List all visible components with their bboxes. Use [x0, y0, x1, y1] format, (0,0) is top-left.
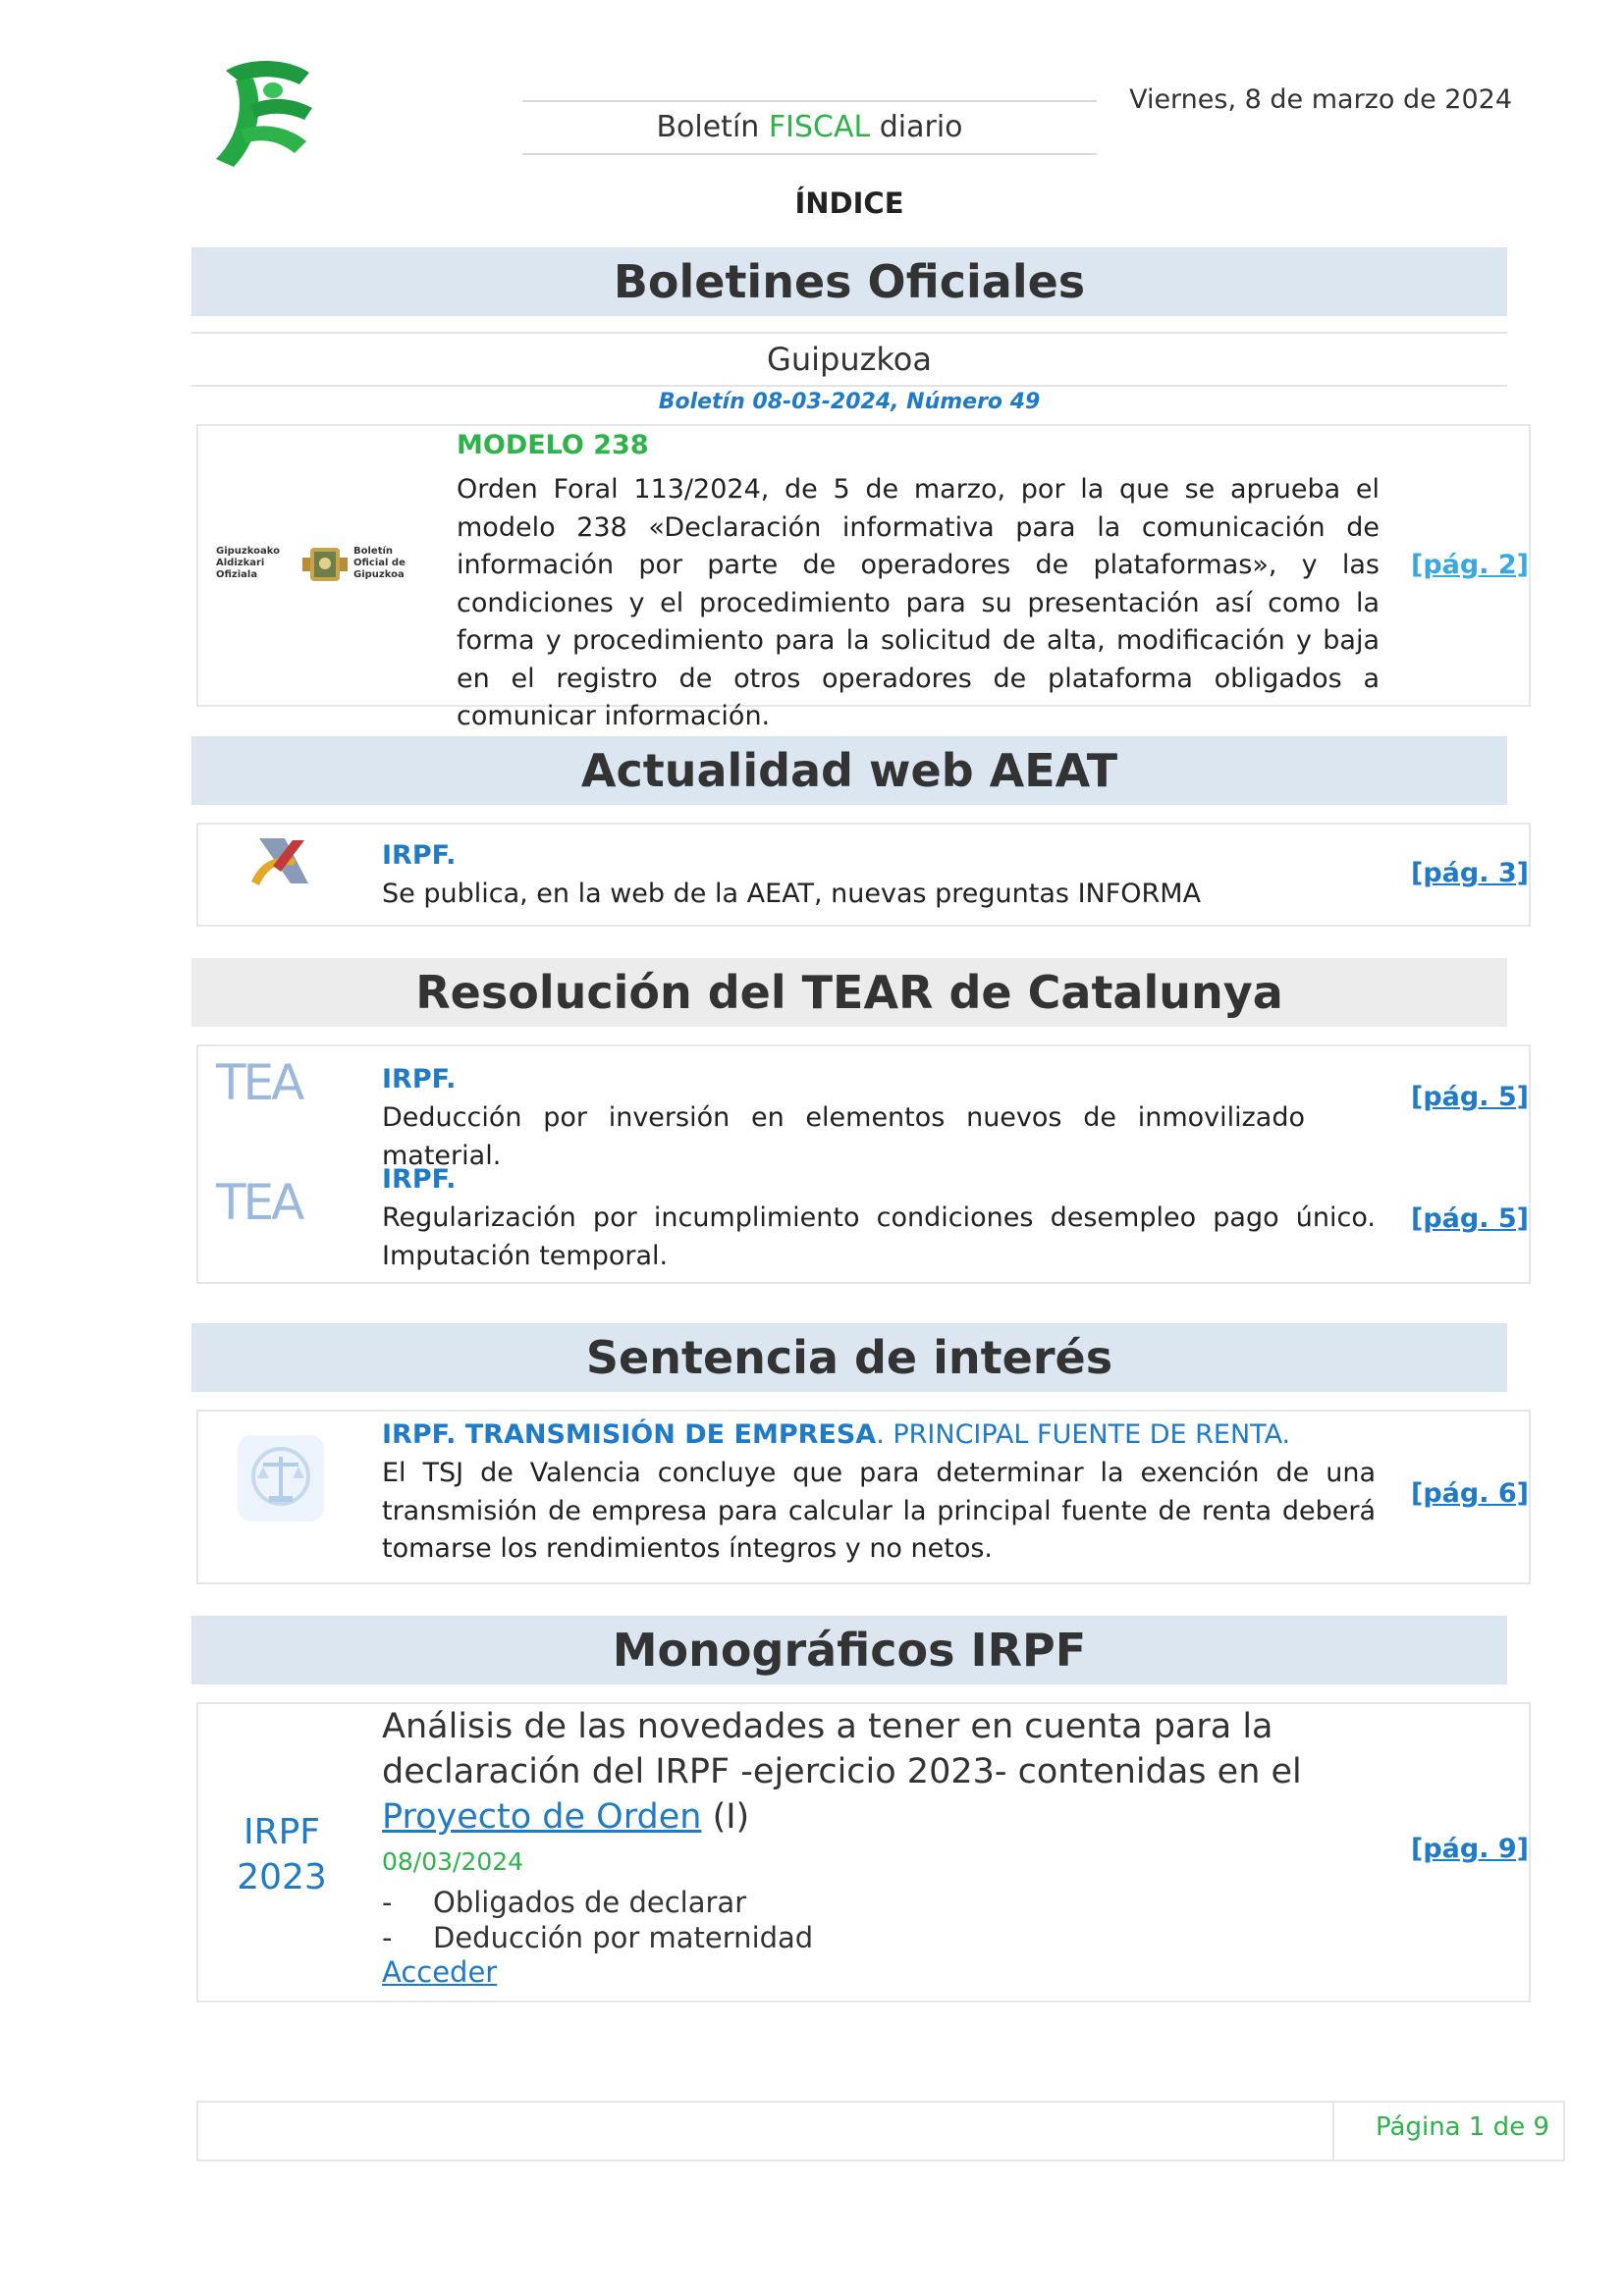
badge-line: IRPF	[243, 1812, 321, 1852]
bullet-list	[382, 1885, 813, 1955]
logo-left-line: Gipuzkoako	[216, 546, 280, 557]
title-highlight: FISCAL	[768, 110, 871, 144]
heading-rest: . PRINCIPAL FUENTE DE RENTA.	[876, 1419, 1291, 1450]
section-header-tear: Resolución del TEAR de Catalunya	[191, 958, 1507, 1027]
page-link[interactable]: [pág. 9]	[1411, 1834, 1529, 1864]
item-text-content: Regularización por incumplimiento condiciones desempleo pago único. Imputación temporal.	[382, 1202, 1376, 1271]
item-text: Se publica, en la web de la AEAT, nuevas preguntas INFORMA	[382, 879, 1202, 909]
gipuzkoa-coat-of-arms	[302, 544, 348, 585]
item-heading: IRPF.	[382, 840, 457, 871]
badge-line: 2023	[237, 1857, 327, 1897]
monografico-card	[196, 1702, 1531, 2002]
item-text: El TSJ de Valencia concluye que para determinar la exención de una transmisión de empresa para calcular la principal fuente de renta deberá tomarse los rendimientos íntegros y no netos.	[382, 1458, 1376, 1564]
proyecto-orden-link[interactable]: Proyecto de Orden	[382, 1797, 702, 1837]
item-heading	[382, 1419, 1364, 1450]
aeat-card	[196, 823, 1531, 927]
list-item	[382, 1885, 813, 1920]
item-text	[382, 1200, 1572, 1275]
acceder-link[interactable]: Acceder	[382, 1955, 498, 1989]
title-suffix: diario	[879, 110, 963, 144]
title-suffix: (I)	[712, 1797, 750, 1837]
aeat-logo	[245, 830, 314, 891]
tea-logo: TEA	[216, 1054, 302, 1111]
logo-left-line: Ofiziala	[216, 569, 258, 580]
bullet-text: Obligados de declarar	[433, 1886, 747, 1919]
page-link[interactable]: [pág. 2]	[1411, 550, 1529, 580]
gipuzkoa-logo	[216, 542, 432, 591]
monografico-title	[382, 1704, 1383, 1840]
section-header-sentencia: Sentencia de interés	[191, 1323, 1507, 1392]
logo-right-line: Oficial de	[353, 558, 406, 568]
bulletin-title	[522, 100, 1097, 155]
brand-logo	[196, 51, 324, 174]
logo-right-line: Gipuzkoa	[353, 569, 405, 580]
item-text: Orden Foral 113/2024, de 5 de marzo, por la que se aprueba el modelo 238 «Declaración informativa para la comunicación de información por parte de operadores de plataformas», y las condiciones y el procedimiento para su presentación así como la forma y procedimiento para la solicitud de alta, modificación y baja en el registro de otros operadores de plataforma obligados a comunicar información.	[457, 474, 1380, 731]
bullet-text: Deducción por maternidad	[433, 1921, 814, 1954]
logo-left-line: Aldizkari	[216, 558, 265, 568]
title-prefix: Boletín	[656, 110, 760, 144]
page-number: Página 1 de 9	[1376, 2112, 1549, 2142]
monografico-date: 08/03/2024	[382, 1847, 524, 1876]
tear-card	[196, 1044, 1531, 1284]
heading-bold: IRPF. TRANSMISIÓN DE EMPRESA	[382, 1419, 877, 1450]
list-item	[382, 1920, 813, 1955]
page-link[interactable]: [pág. 5]	[1411, 1082, 1529, 1112]
index-heading: ÍNDICE	[794, 187, 904, 220]
title-text: Análisis de las novedades a tener en cuenta para la declaración del IRPF -ejercicio 2023- contenidas en el	[382, 1707, 1302, 1791]
item-heading: IRPF.	[382, 1164, 457, 1195]
bullet-marker: -	[382, 1886, 393, 1919]
sentencia-card	[196, 1410, 1531, 1584]
item-text: Deducción por inversión en elementos nuevos de inmovilizado material.	[382, 1102, 1305, 1171]
region-label: Guipuzkoa	[191, 332, 1507, 387]
boletin-card	[196, 424, 1531, 731]
page-footer	[196, 2101, 1565, 2162]
irpf-badge	[198, 1810, 365, 1900]
item-heading: IRPF.	[382, 1064, 457, 1095]
page-link[interactable]: [pág. 3]	[1411, 858, 1529, 888]
section-header-boletines: Boletines Oficiales	[191, 247, 1507, 316]
logo-right-line: Boletín	[353, 546, 394, 557]
bulletin-date: Viernes, 8 de marzo de 2024	[1129, 84, 1512, 115]
item-heading: MODELO 238	[457, 430, 649, 460]
section-header-monograficos: Monográficos IRPF	[191, 1616, 1507, 1684]
section-header-aeat: Actualidad web AEAT	[191, 736, 1507, 805]
footer-divider	[1332, 2103, 1334, 2160]
page-link[interactable]: [pág. 5]	[1411, 1203, 1529, 1234]
bullet-marker: -	[382, 1921, 393, 1954]
scales-of-justice-icon	[234, 1431, 328, 1525]
page-link[interactable]: [pág. 6]	[1411, 1478, 1529, 1509]
tea-logo: TEA	[216, 1174, 302, 1231]
boletin-number: Boletín 08-03-2024, Número 49	[658, 390, 1041, 414]
